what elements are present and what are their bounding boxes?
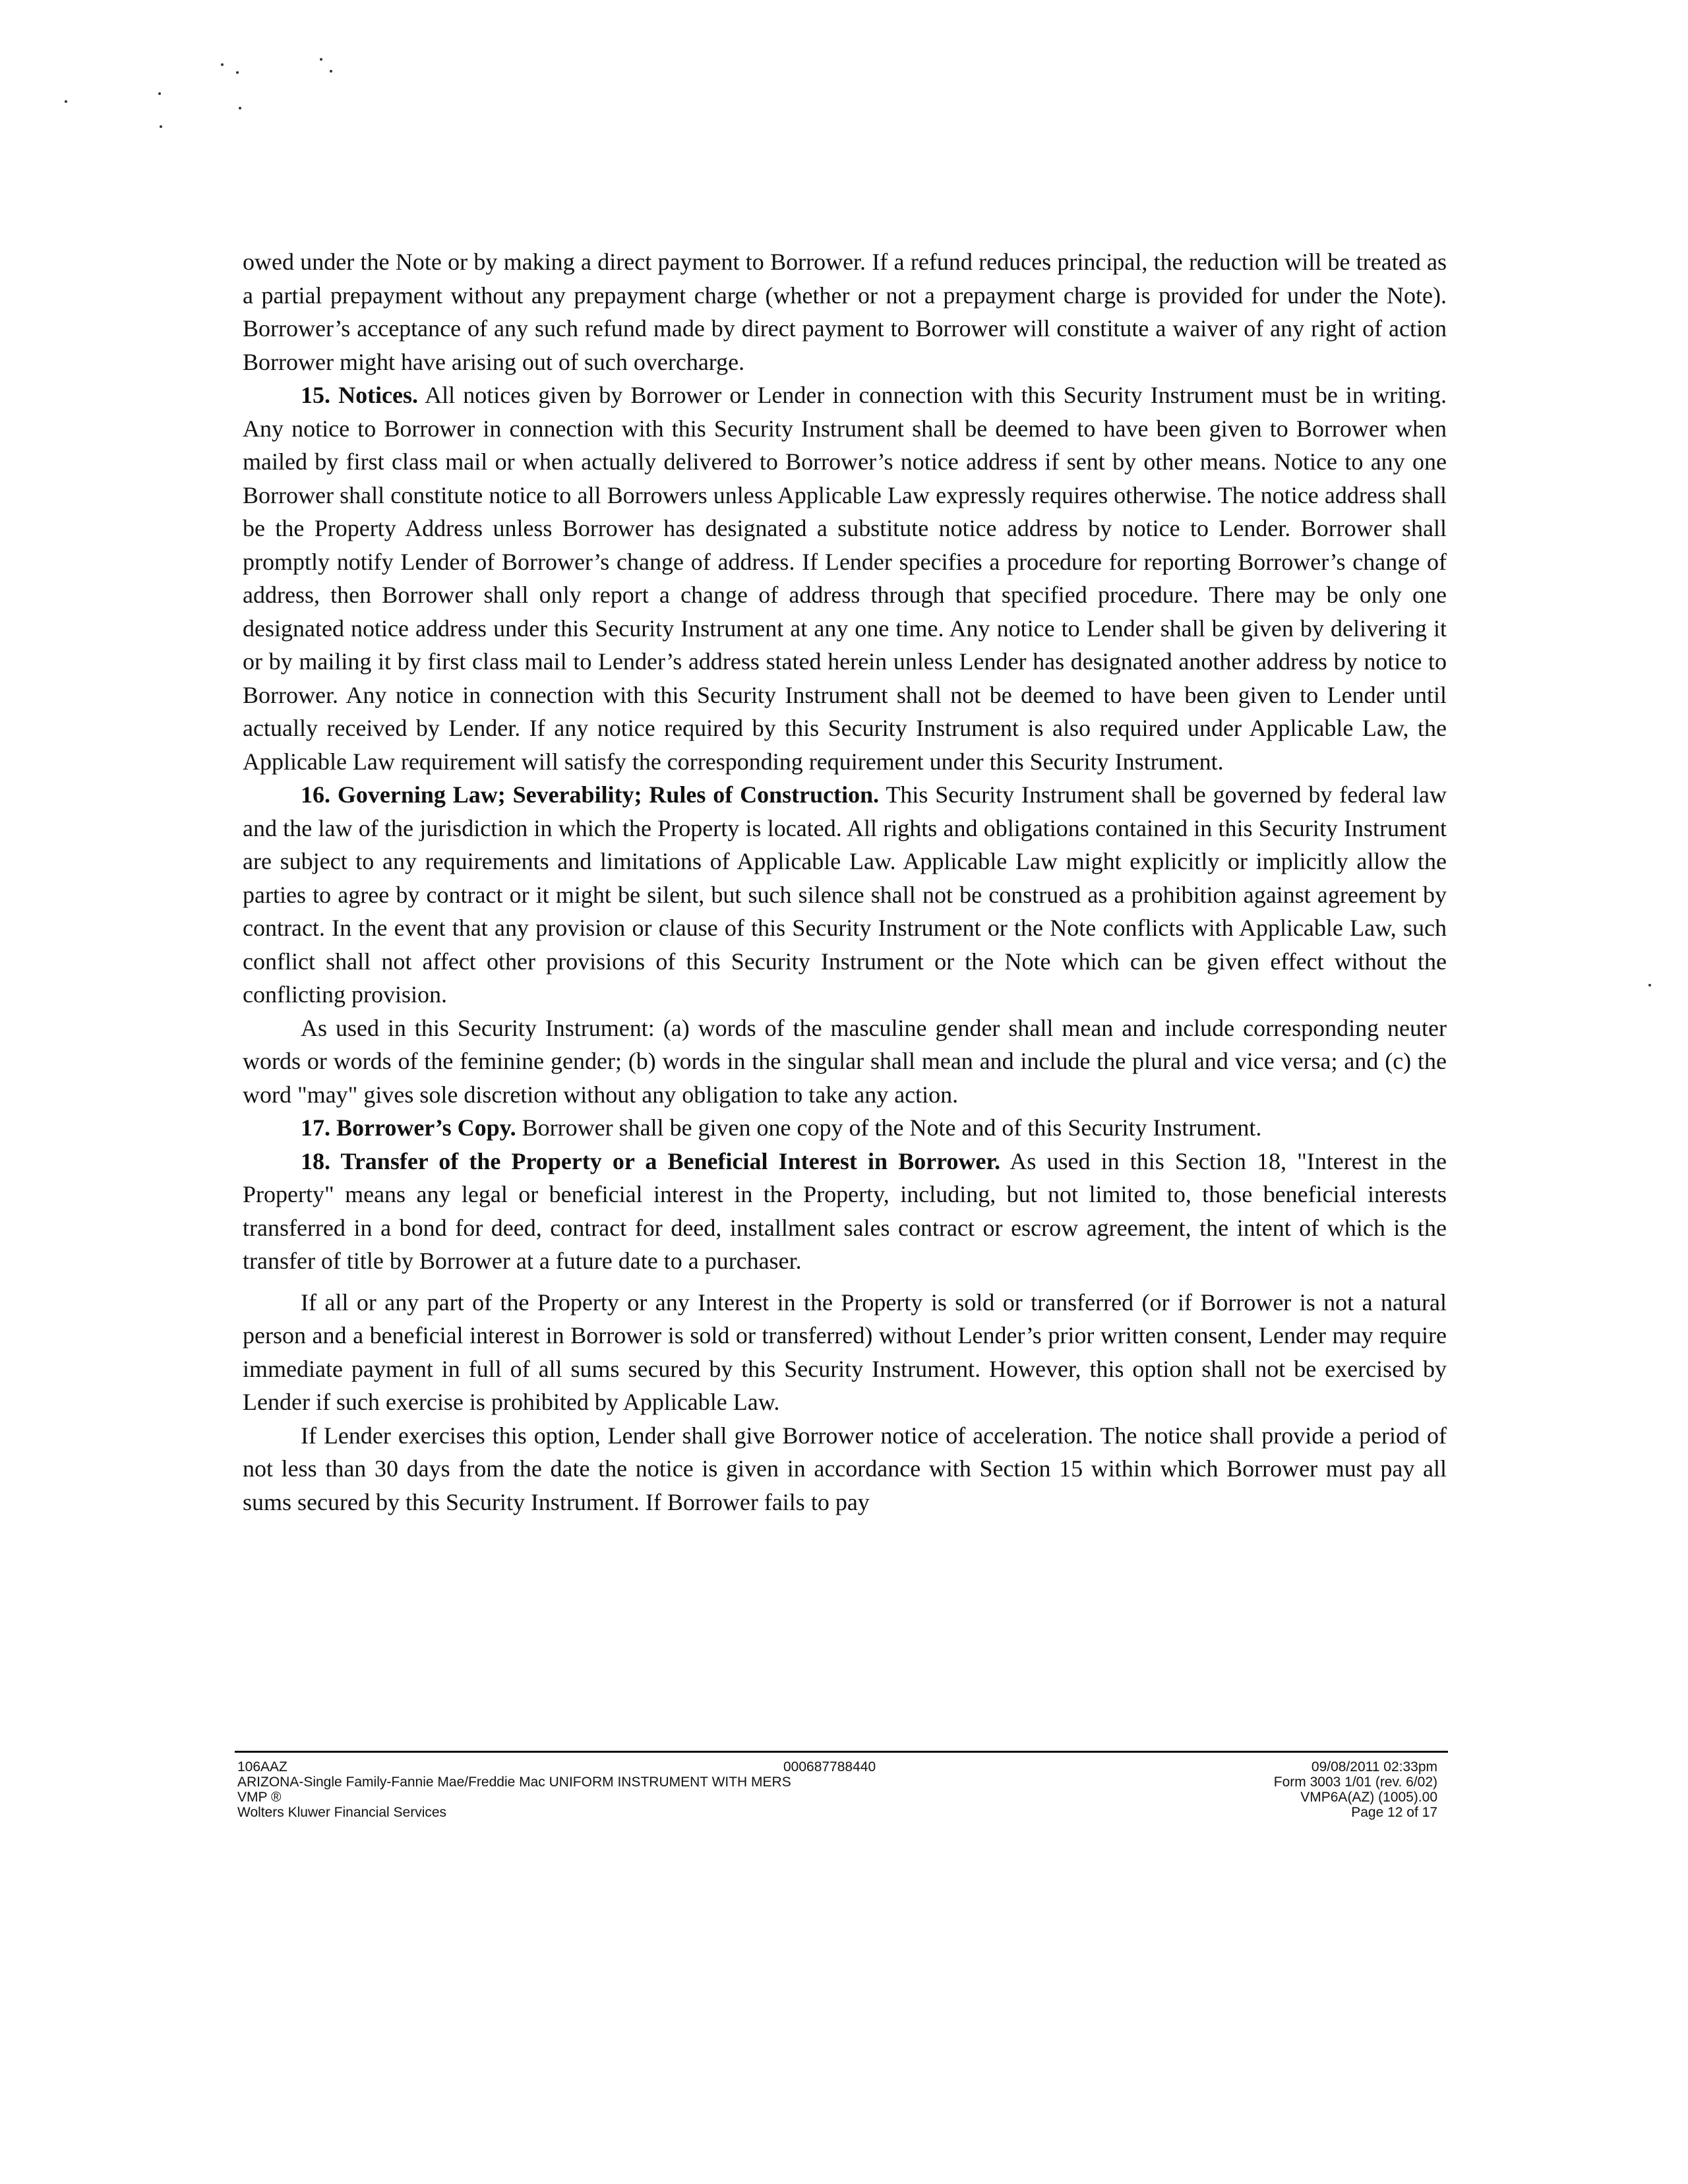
paragraph-text: Borrower shall be given one copy of the Note and of this Security Instrument.: [516, 1114, 1262, 1141]
page-number: Page 12 of 17: [1351, 1805, 1437, 1820]
section-heading: 16. Governing Law; Severability; Rules of Construction.: [301, 781, 880, 808]
paragraph-14-continued: [243, 245, 1447, 379]
form-title: ARIZONA-Single Family-Fannie Mae/Freddie Mac UNIFORM INSTRUMENT WITH MERS: [237, 1774, 791, 1790]
paragraph-18-consent: [243, 1286, 1447, 1419]
paragraph-text: As used in this Section 18, "Interest in the Property" means any legal or beneficial interest in the Property, including, but not limited to, those beneficial interests transferred in a bond for deed, contract for deed, installment sales contract or escrow agreement, the intent of which is the transfer of title by Borrower at a future date to a purchaser.: [243, 1147, 1447, 1274]
paragraph-text: All notices given by Borrower or Lender in connection with this Security Instrument must be in writing. Any notice to Borrower in connection with this Security Instrument shall be deemed to have been given to Borrower when mailed by first class mail or when actually delivered to Borrower’s notice address if sent by other means. Notice to any one Borrower shall constitute notice to all Borrowers unless Applicable Law expressly requires otherwise. The notice address shall be the Property Address unless Borrower has designated a substitute notice address by notice to Lender. Borrower shall promptly notify Lender of Borrower’s change of address. If Lender specifies a procedure for reporting Borrower’s change of address, then Borrower shall only report a change of address through that specified procedure. There may be only one designated notice address under this Security Instrument at any one time. Any notice to Lender shall be given by delivering it or by mailing it by first class mail to Lender’s address stated herein unless Lender has designated another address by notice to Borrower. Any notice in connection with this Security Instrument shall not be deemed to have been given to Lender until actually received by Lender. If any notice required by this Security Instrument is also required under Applicable Law, the Applicable Law requirement will satisfy the corresponding requirement under this Security Instrument.: [243, 382, 1447, 775]
paragraph-text: If Lender exercises this option, Lender shall give Borrower notice of acceleration. The notice shall provide a period of not less than 30 days from the date the notice is given in accordance with Section 15 within which Borrower must pay all sums secured by this Security Instrument. If Borrower fails to pay: [243, 1422, 1447, 1515]
vmp-code: VMP6A(AZ) (1005).00: [1300, 1790, 1437, 1805]
paragraph-18-acceleration: [243, 1419, 1447, 1519]
section-heading: 15. Notices.: [301, 382, 419, 408]
footer-right: [1274, 1759, 1437, 1820]
paragraph-text: As used in this Security Instrument: (a) words of the masculine gender shall mean and include corresponding neuter words or words of the feminine gender; (b) words in the singular shall mean and include the plural and vice versa; and (c) the word "may" gives sole discretion without any obligation to take any action.: [243, 1014, 1447, 1108]
vmp-mark: VMP ®: [237, 1790, 282, 1805]
document-body: [243, 245, 1447, 1519]
loan-number: 000687788440: [783, 1759, 876, 1774]
form-number: Form 3003 1/01 (rev. 6/02): [1273, 1774, 1437, 1790]
paragraph-16-governing-law: [243, 778, 1447, 1012]
paragraph-text: owed under the Note or by making a direct payment to Borrower. If a refund reduces principal, the reduction will be treated as a partial prepayment without any prepayment charge (whether or not a prepayment charge is provided for under the Note). Borrower’s acceptance of any such refund made by direct payment to Borrower will constitute a waiver of any right of action Borrower might have arising out of such overcharge.: [243, 249, 1447, 375]
paragraph-text: If all or any part of the Property or any Interest in the Property is sold or transferred (or if Borrower is not a natural person and a beneficial interest in Borrower is sold or transferred) without Lender’s prior written consent, Lender may require immediate payment in full of all sums secured by this Security Instrument. However, this option shall not be exercised by Lender if such exercise is prohibited by Applicable Law.: [243, 1289, 1447, 1415]
paragraph-text: This Security Instrument shall be governed by federal law and the law of the jurisdiction in which the Property is located. All rights and obligations contained in this Security Instrument are subject to any requirements and limitations of Applicable Law. Applicable Law might explicitly or implicitly allow the parties to agree by contract or it might be silent, but such silence shall not be construed as a prohibition against agreement by contract. In the event that any provision or clause of this Security Instrument or the Note conflicts with Applicable Law, such conflict shall not affect other provisions of this Security Instrument or the Note which can be given effect without the conflicting provision.: [243, 781, 1447, 1008]
form-code: 106AAZ: [237, 1759, 287, 1774]
paragraph-18-transfer: [243, 1145, 1447, 1278]
paragraph-15-notices: [243, 379, 1447, 778]
section-heading: 17. Borrower’s Copy.: [301, 1114, 516, 1141]
timestamp: 09/08/2011 02:33pm: [1311, 1759, 1437, 1774]
paragraph-16-definitions: [243, 1012, 1447, 1112]
section-heading: 18. Transfer of the Property or a Beneficial Interest in Borrower.: [301, 1147, 1001, 1174]
footer-center: [783, 1759, 876, 1774]
paragraph-17-borrowers-copy: [243, 1111, 1447, 1145]
publisher: Wolters Kluwer Financial Services: [237, 1805, 447, 1820]
footer-rule: [235, 1751, 1448, 1753]
